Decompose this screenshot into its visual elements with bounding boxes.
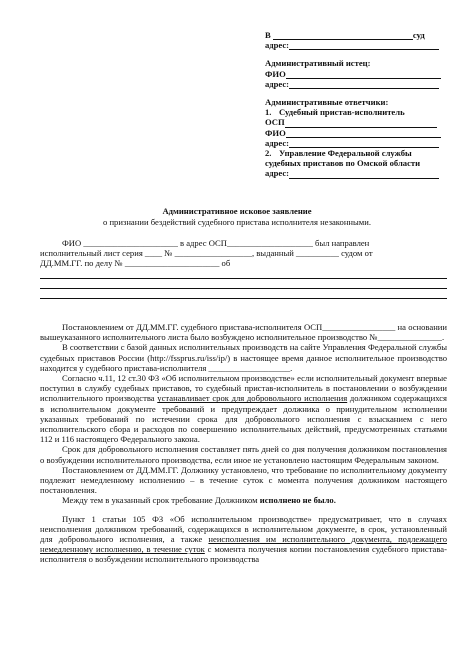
- blank-line: [40, 289, 447, 299]
- court-address-label: адрес:: [265, 40, 290, 51]
- intro-block: [40, 238, 447, 299]
- court-prefix: В: [265, 30, 271, 40]
- blank-line: [40, 269, 447, 279]
- court-suffix: суд: [412, 30, 425, 40]
- court-address-blank: [289, 40, 439, 50]
- intro-line-2: исполнительный лист серия ____ № __________________, выданный __________ судом от: [40, 248, 373, 259]
- defendant-2-title-1: Управление Федеральной службы: [279, 148, 412, 159]
- paragraph-8-text-end: с момента получения копии постановления судебного пристава-исполнителя о возбуждении исполнительного производства: [40, 544, 447, 565]
- defendant-1-fio-label: ФИО: [265, 127, 286, 138]
- defendant-1-number: 1.: [265, 107, 272, 118]
- paragraph-4-text-end: должником содержащихся в исполнительном документе требований и предупреждает должника о принудительном исполнении указанных требований по истечении срока для добровольного исполнения с взысканием с него исполнительского сбора и расходов по совершению исполнительных действий, предусмотренных статьями 112 и 116 настоящего Федерального закона.: [40, 393, 448, 445]
- main-text: [40, 322, 447, 565]
- defendant-2-address-label: адрес:: [265, 168, 290, 179]
- defendant-1-address-blank: [289, 138, 439, 148]
- addressee-block: [265, 30, 445, 179]
- paragraph-8-text: Пункт 1 статьи 105 ФЗ «Об исполнительном производстве» предусматривает, что в случаях неисполнения должником требований, содержащихся в исполнительном документе, в срок, установленный для добровольного исполнения, а также: [40, 513, 447, 545]
- defendants-heading: Административные ответчики:: [265, 97, 389, 108]
- blank-line: [40, 279, 447, 289]
- defendant-1-title: Судебный пристав-исполнитель: [279, 107, 405, 118]
- intro-line-3: ДД.ММ.ГГ. по делу № ______________________ об: [40, 258, 231, 269]
- paragraph-8: [40, 514, 447, 565]
- paragraph-6: Постановлением от ДД.ММ.ГГ. Должнику установлено, что требование по исполнительному документу подлежит немедленному исполнению – в течение суток с момента получения должником настоящего постановления.: [40, 464, 447, 496]
- defendant-2-number: 2.: [265, 148, 272, 159]
- plaintiff-heading: Административный истец:: [265, 58, 371, 69]
- plaintiff-fio-blank: [286, 69, 441, 79]
- defendant-1-osp-blank: [285, 118, 437, 128]
- defendant-1-address-label: адрес:: [265, 137, 290, 148]
- defendant-1-fio-blank: [286, 128, 441, 138]
- court-name-blank: [273, 30, 413, 40]
- paragraph-7-text: Между тем в указанный срок требование Должником: [62, 495, 260, 506]
- paragraph-8-underlined: неисполнения им исполнительного документа, подлежащего немедленному исполнению, в течение суток: [40, 534, 447, 555]
- paragraph-2: Постановлением от ДД.ММ.ГГ. судебного пристава-исполнителя ОСП_________________ на основании вышеуказанного исполнительного листа было возбуждено исполнительное производство №_______________.: [40, 322, 447, 343]
- plaintiff-fio-label: ФИО: [265, 68, 286, 79]
- paragraph-3: В соответствии с базой данных исполнительных производств на сайте Управления Федеральной службы судебных приставов России (http://fssprus.ru/iss/ip/) в настоящее время данное исполнительное производство находится у судебного пристава-исполнителя ___________________.: [40, 342, 447, 373]
- paragraph-7-bold: исполнено не было.: [259, 495, 336, 506]
- defendant-2-address-blank: [289, 169, 439, 179]
- paragraph-5: Срок для добровольного исполнения составляет пять дней со дня получения должником постановления о возбуждении исполнительного производства, если иное не установлено настоящим Федеральным законом.: [40, 444, 447, 465]
- paragraph-4: [40, 373, 447, 444]
- paragraph-7: [40, 495, 447, 505]
- document-subtitle: о признании бездействий судебного пристава исполнителя незаконными.: [103, 217, 371, 227]
- plaintiff-address-label: адрес:: [265, 78, 290, 89]
- document-title: Административное исковое заявление: [162, 206, 312, 216]
- defendant-2-title-2: судебных приставов по Омской области: [265, 158, 421, 169]
- plaintiff-address-blank: [289, 79, 439, 89]
- defendant-1-osp-label: ОСП: [265, 117, 285, 128]
- paragraph-4-underlined: устанавливает срок для добровольного исполнения: [157, 393, 348, 404]
- paragraph-4-text: Согласно ч.11, 12 ст.30 ФЗ «Об исполнительном производстве» если исполнительный документ впервые поступил в службу судебных приставов, то судебный пристав-исполнитель в постановлении о возбуждении исполнительного производства: [40, 373, 447, 404]
- intro-line-1: ФИО ______________________ в адрес ОСП____________________ был направлен: [62, 238, 370, 248]
